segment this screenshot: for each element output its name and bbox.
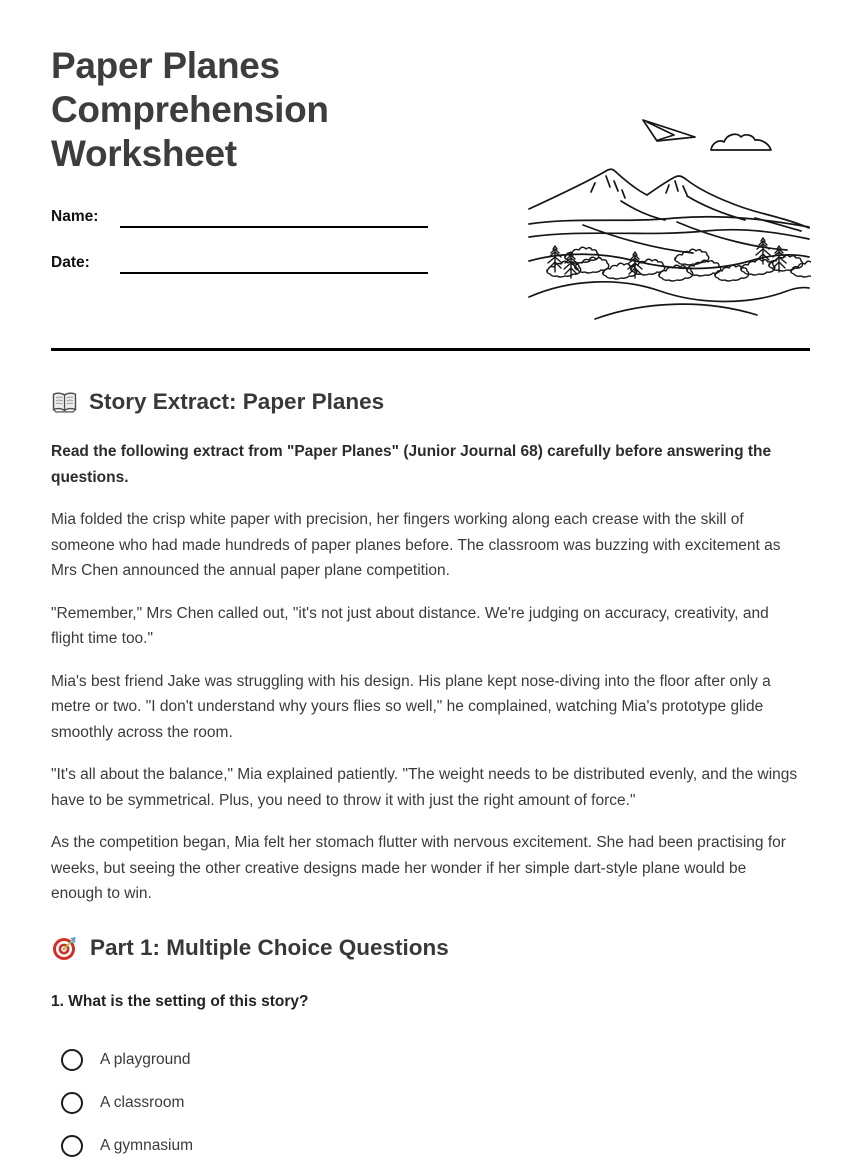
option-a-playground[interactable] (61, 1049, 810, 1071)
story-paragraph: "It's all about the balance," Mia explained patiently. "The weight needs to be distributed evenly, and the wings have to be symmetrical. Plus, you need to throw it with just the right amount of force." (51, 766, 798, 809)
question-1-label: 1. What is the setting of this story? (51, 992, 309, 1010)
story-instruction: Read the following extract from "Paper Planes" (Junior Journal 68) carefully before answering the questions. (51, 443, 772, 486)
section-divider (51, 348, 810, 351)
story-paragraph: "Remember," Mrs Chen called out, "it's not just about distance. We're judging on accuracy, creativity, and flight time too." (51, 604, 769, 647)
cloud-icon (711, 134, 771, 150)
mountain-landscape-illustration (525, 100, 811, 320)
option-a-gymnasium[interactable] (61, 1135, 810, 1157)
part1-section-heading (51, 933, 810, 963)
name-input[interactable] (120, 202, 428, 228)
story-paragraph: Mia folded the crisp white paper with precision, her fingers working along each crease with the skill of someone who had made hundreds of paper planes before. The classroom was buzzing with excitement as Mrs Chen announced the annual paper plane competition. (51, 511, 781, 579)
question-1-options (51, 1049, 810, 1157)
story-paragraph: Mia's best friend Jake was struggling with his design. His plane kept nose-diving into the floor after only a metre or two. "I don't understand why yours flies so well," he complained, watching Mia's prototype glide smoothly across the room. (51, 672, 771, 741)
story-paragraph: As the competition began, Mia felt her stomach flutter with nervous excitement. She had been practising for weeks, but seeing the other creative designs made her wonder if her simple dart-style plane would be enough to win. (51, 834, 786, 902)
story-section-heading (51, 387, 810, 417)
part1-heading-label: Part 1: Multiple Choice Questions (90, 934, 449, 960)
option-label: A classroom (100, 1093, 185, 1111)
radio-button-icon[interactable] (61, 1049, 83, 1071)
option-label: A playground (100, 1050, 191, 1068)
radio-button-icon[interactable] (61, 1092, 83, 1114)
radio-button-icon[interactable] (61, 1135, 83, 1157)
option-label: A gymnasium (100, 1136, 194, 1154)
page-title: Paper Planes Comprehension Worksheet (51, 45, 329, 174)
date-input[interactable] (120, 248, 428, 274)
open-book-icon (51, 390, 78, 414)
option-a-classroom[interactable] (61, 1092, 810, 1114)
story-heading-label: Story Extract: Paper Planes (89, 389, 385, 414)
date-label: Date: (51, 254, 90, 271)
dart-target-icon (51, 934, 79, 962)
name-label: Name: (51, 208, 99, 225)
